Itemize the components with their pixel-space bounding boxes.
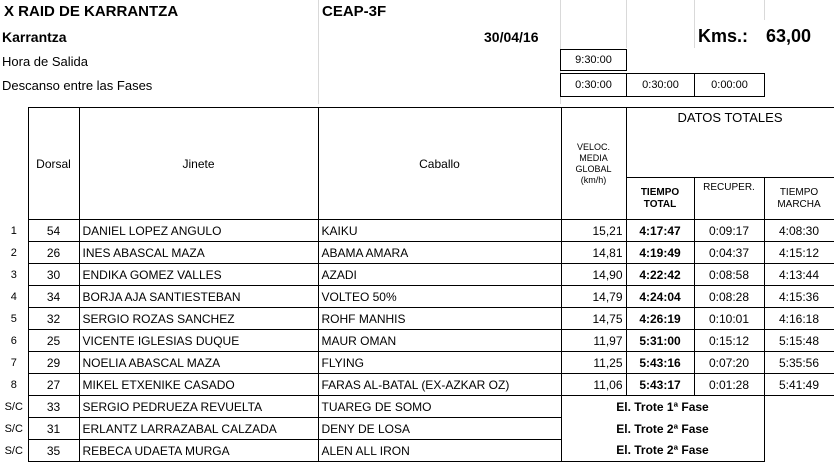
rest-value-3: 0:00:00 — [694, 73, 765, 97]
table-row: 7 29 NOELIA ABASCAL MAZA FLYING 11,25 5:43:16 0:07:20 5:35:56 — [0, 352, 834, 374]
table-row-sc: S/C 31 ERLANTZ LARRAZABAL CALZADA DENY DE LOSA El. Trote 2ª Fase — [0, 418, 834, 440]
col-header-tiempo-total: TIEMPO TOTAL — [626, 178, 694, 220]
table-row: 5 32 SERGIO ROZAS SANCHEZ ROHF MANHIS 14,75 4:26:19 0:10:01 4:16:18 — [0, 308, 834, 330]
col-header-recuper: RECUPER. — [694, 178, 764, 220]
rest-label: Descanso entre las Fases — [2, 78, 153, 93]
results-table — [0, 107, 834, 462]
gridline — [694, 0, 695, 48]
gridline — [626, 0, 627, 48]
col-header-velocity: VELOC. MEDIA GLOBAL (km/h) — [561, 108, 626, 220]
col-header-dorsal: Dorsal — [28, 108, 79, 220]
elimination-note: El. Trote 1ª Fase — [561, 396, 764, 418]
elimination-note: El. Trote 2ª Fase — [561, 440, 764, 462]
table-row: 6 25 VICENTE IGLESIAS DUQUE MAUR OMAN 11,97 5:31:00 0:15:12 5:15:48 — [0, 330, 834, 352]
table-row: 2 26 INES ABASCAL MAZA ABAMA AMARA 14,81 4:19:49 0:04:37 4:15:12 — [0, 242, 834, 264]
col-header-jinete: Jinete — [79, 108, 318, 220]
rest-value-1: 0:30:00 — [560, 73, 627, 97]
start-time-value: 9:30:00 — [560, 49, 627, 71]
col-header-datos-totales: DATOS TOTALES — [626, 108, 834, 178]
distance-value: 63,00 — [766, 26, 812, 46]
elimination-note: El. Trote 2ª Fase — [561, 418, 764, 440]
start-time-label: Hora de Salida — [2, 54, 88, 69]
table-row: 8 27 MIKEL ETXENIKE CASADO FARAS AL-BATAL (EX-AZKAR OZ) 11,06 5:43:17 0:01:28 5:41:49 — [0, 374, 834, 396]
rest-value-2: 0:30:00 — [626, 73, 695, 97]
event-category: CEAP-3F — [322, 3, 387, 20]
table-row: 4 34 BORJA AJA SANTIESTEBAN VOLTEO 50% 14,79 4:24:04 0:08:28 4:15:36 — [0, 286, 834, 308]
col-header-caballo: Caballo — [318, 108, 561, 220]
table-row-sc: S/C 33 SERGIO PEDRUEZA REVUELTA TUAREG DE SOMO El. Trote 1ª Fase — [0, 396, 834, 418]
event-location: Karrantza — [2, 29, 67, 45]
table-row: 3 30 ENDIKA GOMEZ VALLES AZADI 14,90 4:22:42 0:08:58 4:13:44 — [0, 264, 834, 286]
gridline — [318, 0, 319, 104]
event-date: 30/04/16 — [484, 29, 539, 45]
gridline — [764, 0, 765, 20]
table-row: 1 54 DANIEL LOPEZ ANGULO KAIKU 15,21 4:17:47 0:09:17 4:08:30 — [0, 220, 834, 242]
table-row-sc: S/C 35 REBECA UDAETA MURGA ALEN ALL IRON El. Trote 2ª Fase — [0, 440, 834, 462]
distance-label: Kms.: — [698, 26, 749, 46]
col-header-tiempo-marcha: TIEMPO MARCHA — [764, 178, 834, 220]
event-title: X RAID DE KARRANTZA — [4, 3, 179, 20]
